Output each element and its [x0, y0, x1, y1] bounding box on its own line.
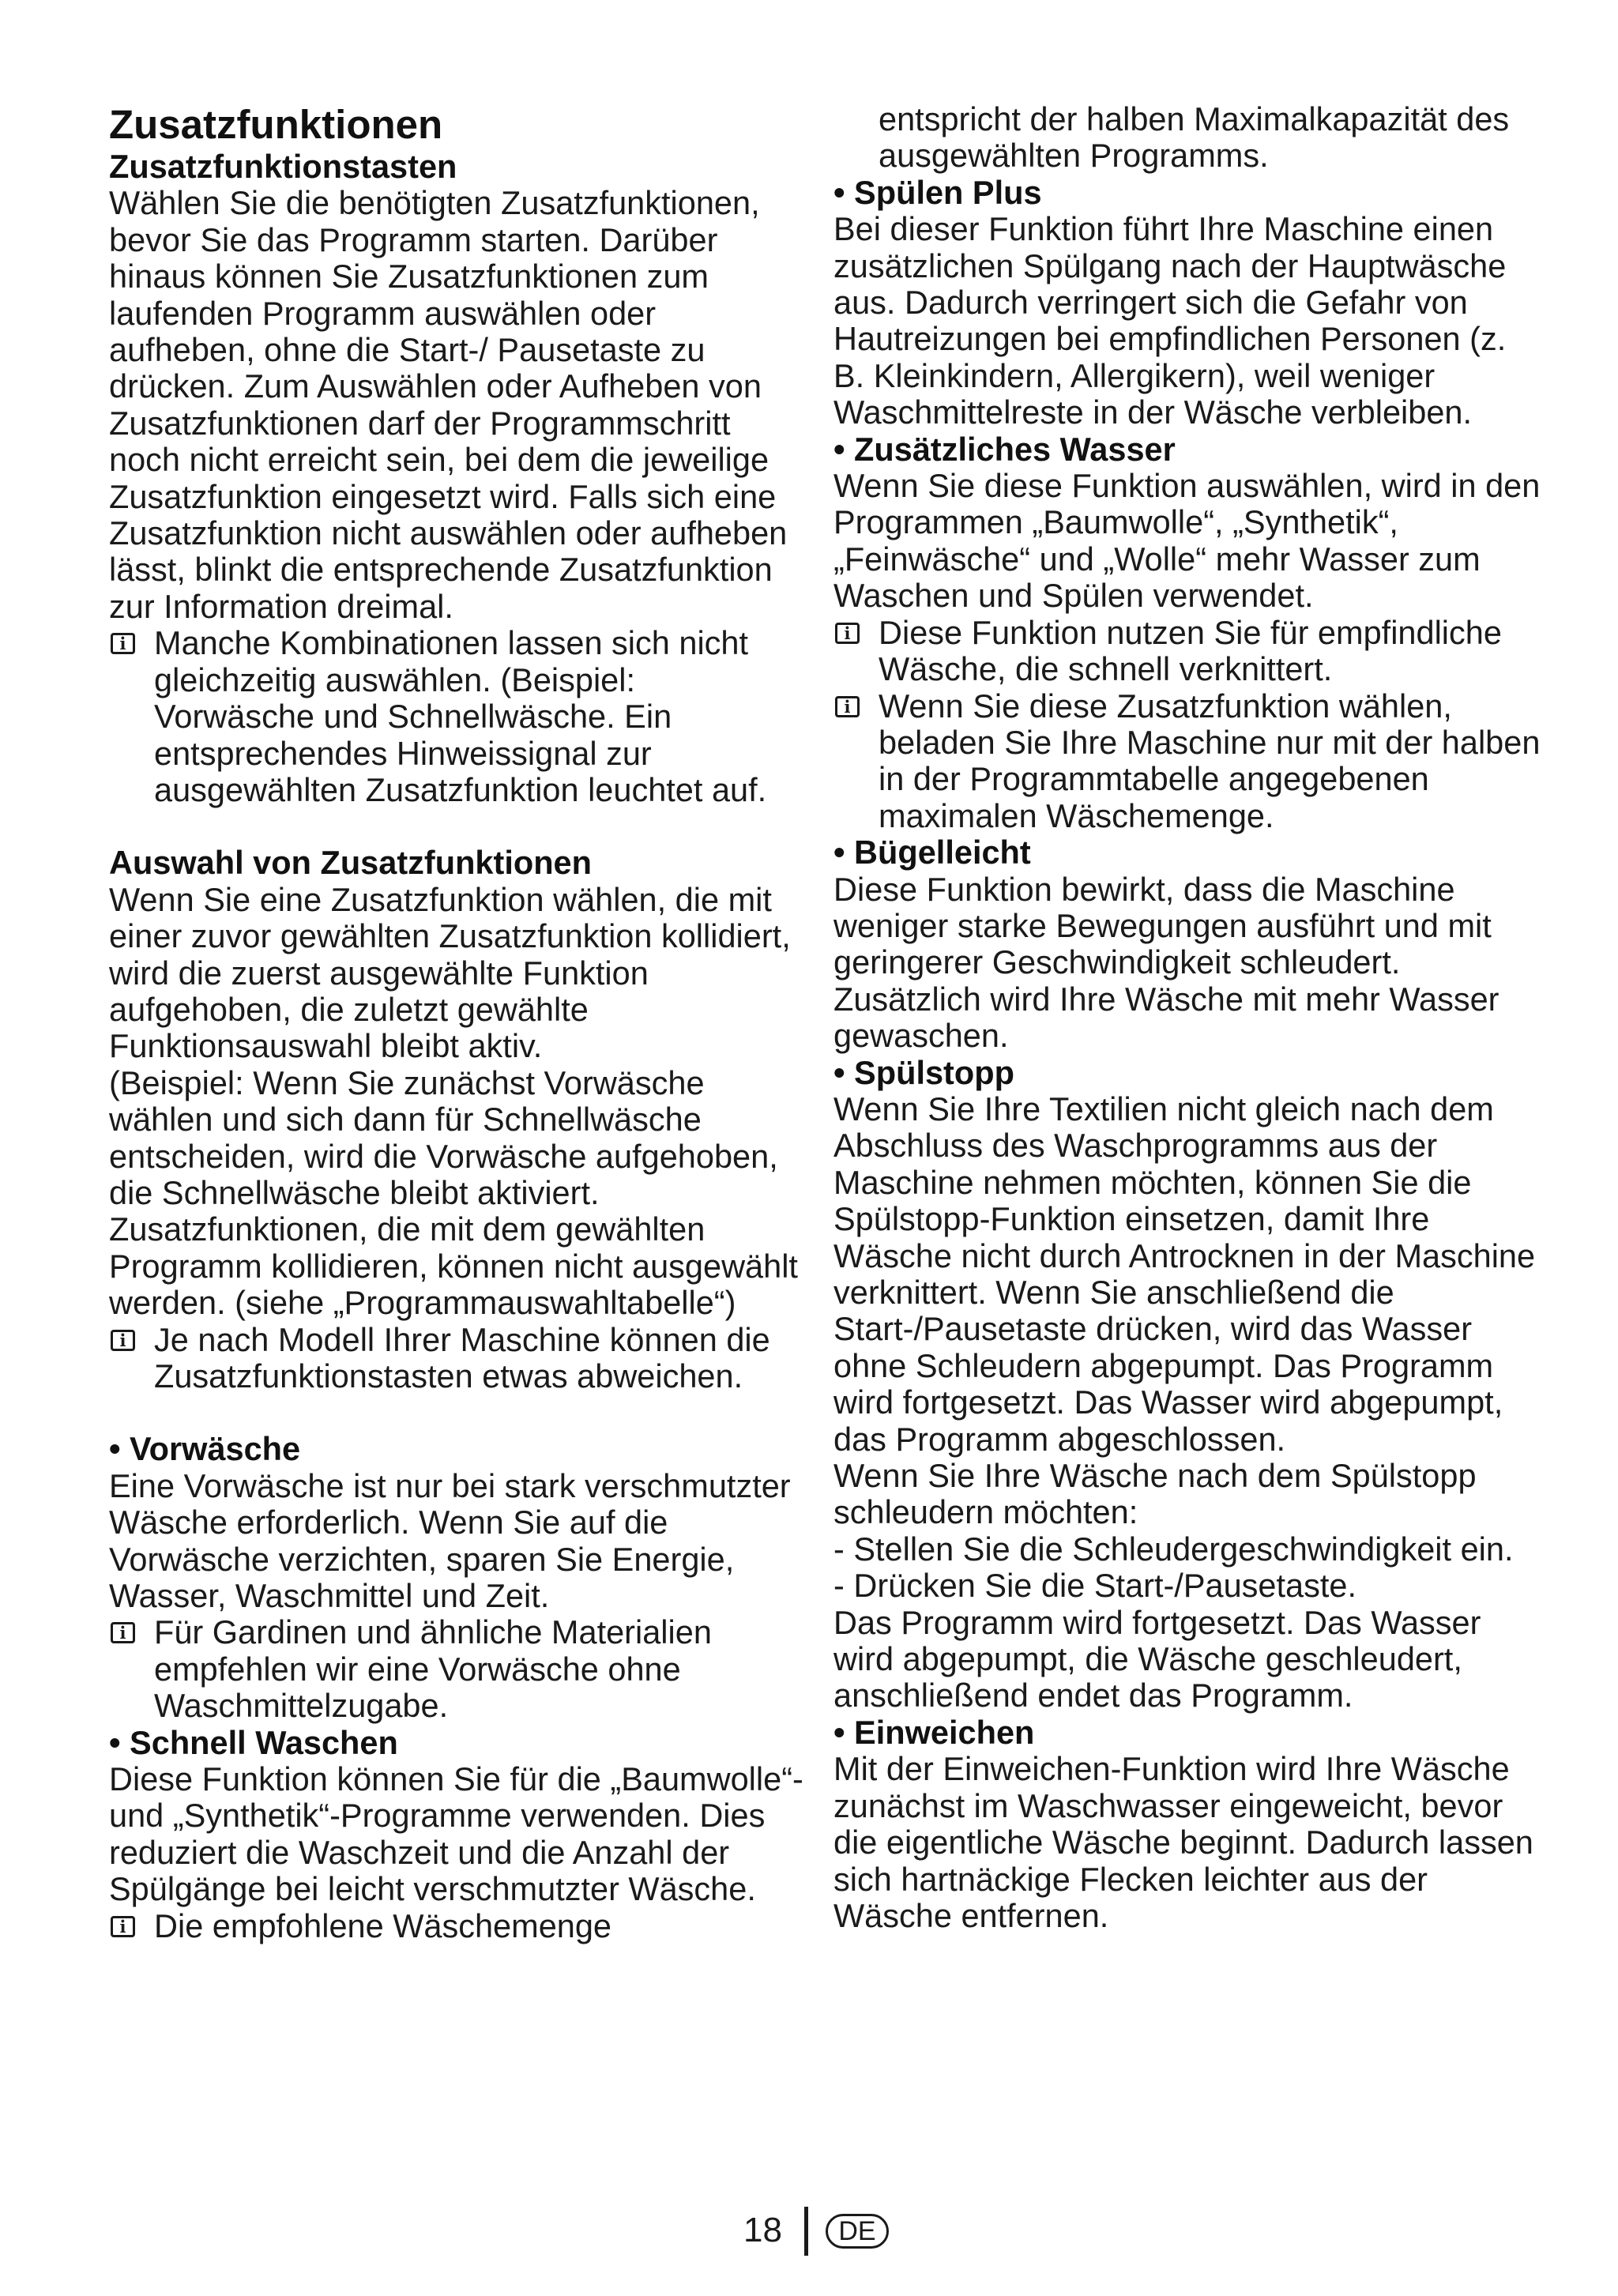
info-icon: i [111, 1622, 135, 1643]
buegelleicht-text: Diese Funktion bewirkt, dass die Maschine weniger starke Bewegungen ausführt und mit geringerer Geschwindigkeit schleudert. Zusätzlich wird Ihre Wäsche mit mehr Wasser gewaschen. [833, 870, 1499, 1055]
spuelen-plus-text: Bei dieser Funktion führt Ihre Maschine einen zusätzlichen Spülgang nach der Hauptwäsche aus. Dadurch verringert sich die Gefahr von Hautreizungen bei empfindlichen Personen (z. B. Kleinkindern, Allergikern), weil weniger Waschmittelreste in der Wäsche verbleiben. [833, 210, 1507, 431]
note-text: Wenn Sie diese Zusatzfunktion wählen, beladen Sie Ihre Maschine nur mit der halben in der Programmtabelle angegebenen maximalen Wäschemenge. [879, 687, 1541, 834]
note-modell [109, 1322, 804, 1395]
vorwaesche-text: Eine Vorwäsche ist nur bei stark verschmutzter Wäsche erforderlich. Wenn Sie auf die Vorwäsche verzichten, sparen Sie Energie, Wasser, Waschmittel und Zeit. [109, 1466, 791, 1615]
spuelstopp-paragraph-1: Wenn Sie Ihre Textilien nicht gleich nach dem Abschluss des Waschprogramms aus der Maschine nehmen möchten, können Sie die Spülstopp-Funktion einsetzen, damit Ihre Wäsche nicht durch Antrocknen in der Maschine verknittert. Wenn Sie anschließend die Start-/Pausetaste drücken, wird das Wasser ohne Schleudern abgepumpt. Das Programm wird fortgesetzt. Das Wasser wird abgepumpt, das Programm abgeschlossen. [833, 1090, 1536, 1458]
heading-vorwaesche: • Vorwäsche [109, 1430, 301, 1468]
note-text: Je nach Modell Ihrer Maschine können die Zusatzfunktionstasten etwas abweichen. [154, 1320, 770, 1395]
note-waeschemenge-continued: entspricht der halben Maximalkapazität des ausgewählten Programms. [879, 100, 1510, 175]
info-icon: i [835, 696, 860, 717]
note-text: Die empfohlene Wäschemenge [154, 1906, 612, 1944]
heading-buegelleicht: • Bügelleicht [833, 834, 1031, 871]
page-footer [0, 2207, 1618, 2256]
info-icon: i [111, 633, 135, 654]
right-column [833, 101, 1545, 1934]
spuelstopp-paragraph-3: Das Programm wird fortgesetzt. Das Wasser wird abgepumpt, die Wäsche geschleudert, anschließend endet das Programm. [833, 1603, 1481, 1714]
note-empfindliche-waesche [833, 615, 1545, 688]
heading-spuelstopp: • Spülstopp [833, 1053, 1014, 1091]
heading-schnell-waschen: • Schnell Waschen [109, 1723, 398, 1761]
page-number: 18 [743, 2211, 782, 2249]
auswahl-paragraph-2: (Beispiel: Wenn Sie zunächst Vorwäsche wählen und sich dann für Schnellwäsche entscheiden, wird die Vorwäsche aufgehoben, die Schnellwäsche bleibt aktiviert. [109, 1063, 778, 1211]
note-text: Diese Funktion nutzen Sie für empfindliche Wäsche, die schnell verknittert. [879, 613, 1502, 688]
einweichen-text: Mit der Einweichen-Funktion wird Ihre Wäsche zunächst im Waschwasser eingeweicht, bevor die eigentliche Wäsche beginnt. Dadurch lassen sich hartnäckige Flecken leichter aus der Wäsche entfernen. [833, 1750, 1533, 1934]
info-icon: i [111, 1330, 135, 1351]
note-kombinationen [109, 625, 804, 808]
section-heading-zusatzfunktionstasten: Zusatzfunktionstasten [109, 148, 457, 185]
note-waeschemenge [109, 1908, 804, 1944]
language-badge: DE [826, 2214, 889, 2249]
left-column [109, 101, 804, 1944]
spuelstopp-step-2: - Drücken Sie die Start-/Pausetaste. [833, 1567, 1356, 1605]
schnell-waschen-text: Diese Funktion können Sie für die „Baumwolle“- und „Synthetik“-Programme verwenden. Dies reduziert die Waschzeit und die Anzahl der Spülgänge bei leicht verschmutzter Wäsche. [109, 1760, 803, 1908]
heading-einweichen: • Einweichen [833, 1713, 1035, 1751]
auswahl-paragraph-1: Wenn Sie eine Zusatzfunktion wählen, die mit einer zuvor gewählten Zusatzfunktion kollidiert, wird die zuerst ausgewählte Funktion aufgehoben, die zuletzt gewählte Funktionsauswahl bleibt aktiv. [109, 880, 791, 1065]
section-heading-auswahl: Auswahl von Zusatzfunktionen [109, 844, 592, 882]
heading-spuelen-plus: • Spülen Plus [833, 173, 1042, 211]
footer-divider [804, 2207, 808, 2256]
info-icon: i [835, 623, 860, 644]
spuelstopp-step-1: - Stellen Sie die Schleudergeschwindigkeit ein. [833, 1530, 1514, 1568]
intro-paragraph: Wählen Sie die benötigten Zusatzfunktionen, bevor Sie das Programm starten. Darüber hinaus können Sie Zusatzfunktionen zum laufenden Programm auswählen oder aufheben, ohne die Start-/ Pausetaste zu drücken. Zum Auswählen oder Aufheben von Zusatzfunktionen darf der Programmschritt noch nicht erreicht sein, bei dem die jeweilige Zusatzfunktion eingesetzt wird. Falls sich eine Zusatzfunktion nicht auswählen oder aufheben lässt, blinkt die entsprechende Zusatzfunktion zur Information dreimal. [109, 184, 788, 625]
zusaetzliches-wasser-text: Wenn Sie diese Funktion auswählen, wird in den Programmen „Baumwolle“, „Synthetik“, „Feinwäsche“ und „Wolle“ mehr Wasser zum Waschen und Spülen verwendet. [833, 467, 1541, 615]
spuelstopp-paragraph-2: Wenn Sie Ihre Wäsche nach dem Spülstopp schleudern möchten: [833, 1457, 1477, 1531]
note-text: Für Gardinen und ähnliche Materialien empfehlen wir eine Vorwäsche ohne Waschmittelzugabe. [154, 1613, 712, 1725]
note-halbe-waeschemenge [833, 688, 1545, 835]
note-text: Manche Kombinationen lassen sich nicht gleichzeitig auswählen. (Beispiel: Vorwäsche und Schnellwäsche. Ein entsprechendes Hinweissignal zur ausgewählten Zusatzfunktion leuchtet auf. [154, 624, 767, 808]
info-icon: i [111, 1916, 135, 1937]
note-gardinen [109, 1614, 804, 1724]
heading-zusaetzliches-wasser: • Zusätzliches Wasser [833, 430, 1176, 468]
auswahl-paragraph-3: Zusatzfunktionen, die mit dem gewählten Programm kollidieren, können nicht ausgewählt werden. (siehe „Programmauswahltabelle“) [109, 1210, 798, 1322]
page-title: Zusatzfunktionen [109, 102, 443, 147]
